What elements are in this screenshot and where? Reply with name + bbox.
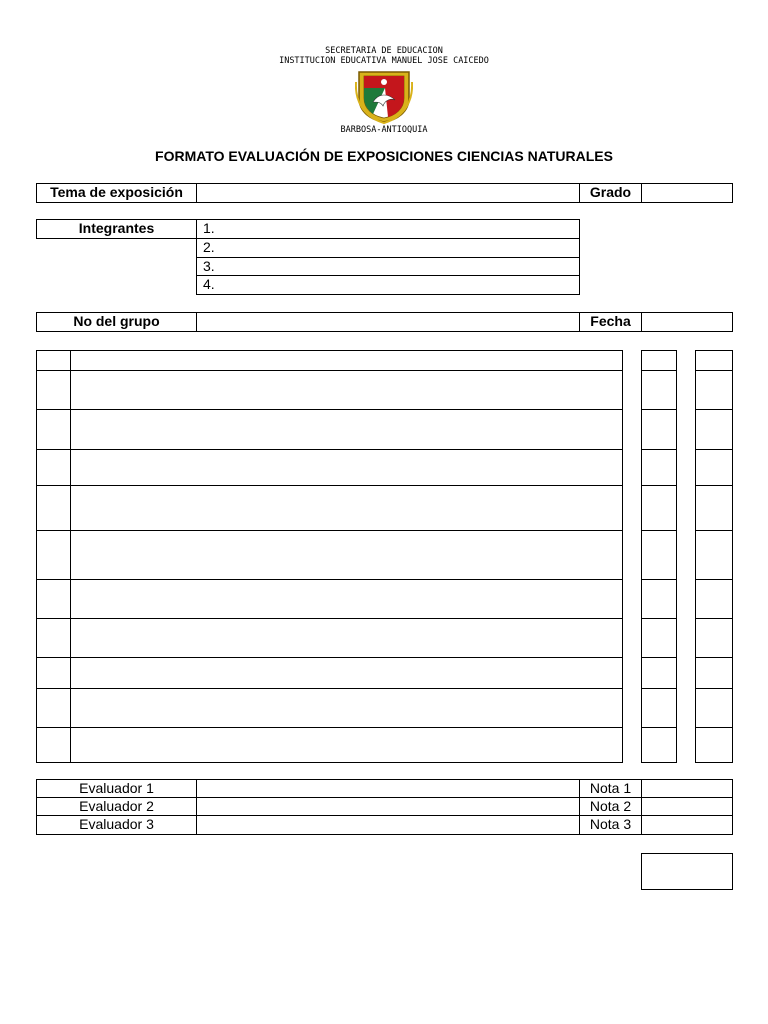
nota-2-label: Nota 2 (579, 797, 642, 816)
evaluador-3-label: Evaluador 3 (36, 815, 197, 835)
grado-field[interactable] (641, 183, 733, 203)
evaluador-2-field[interactable] (196, 797, 580, 816)
criteria-score-cell-b-row-3[interactable] (695, 409, 733, 450)
nota-2-field[interactable] (641, 797, 733, 816)
criteria-number-cell-row-1 (36, 350, 71, 371)
criteria-number-cell-row-11 (36, 727, 71, 763)
criteria-score-cell-b-row-10[interactable] (695, 688, 733, 728)
criteria-score-cell-b-row-11[interactable] (695, 727, 733, 763)
criteria-score-cell-a-row-6[interactable] (641, 530, 677, 580)
criteria-number-cell-row-5 (36, 485, 71, 531)
criteria-description-cell-row-11 (70, 727, 623, 763)
header-institucion: INSTITUCION EDUCATIVA MANUEL JOSE CAICEDO (279, 56, 489, 66)
criteria-description-cell-row-5 (70, 485, 623, 531)
grupo-label: No del grupo (36, 312, 197, 332)
evaluador-1-field[interactable] (196, 779, 580, 798)
header-secretaria: SECRETARIA DE EDUCACION (325, 46, 443, 56)
criteria-score-cell-b-row-4[interactable] (695, 449, 733, 486)
tema-field[interactable] (196, 183, 580, 203)
criteria-description-cell-row-6 (70, 530, 623, 580)
criteria-number-cell-row-6 (36, 530, 71, 580)
criteria-description-cell-row-9 (70, 657, 623, 689)
criteria-score-cell-a-row-8[interactable] (641, 618, 677, 658)
criteria-description-cell-row-1 (70, 350, 623, 371)
criteria-score-cell-a-row-4[interactable] (641, 449, 677, 486)
grupo-field[interactable] (196, 312, 580, 332)
criteria-description-cell-row-2 (70, 370, 623, 410)
criteria-number-cell-row-10 (36, 688, 71, 728)
page-title: FORMATO EVALUACIÓN DE EXPOSICIONES CIENCIAS NATURALES (155, 148, 613, 164)
integrante-field-3[interactable]: 3. (196, 257, 580, 276)
criteria-score-cell-a-row-3[interactable] (641, 409, 677, 450)
final-grade-box[interactable] (641, 853, 733, 890)
nota-3-field[interactable] (641, 815, 733, 835)
criteria-score-cell-b-row-5[interactable] (695, 485, 733, 531)
criteria-number-cell-row-8 (36, 618, 71, 658)
nota-1-field[interactable] (641, 779, 733, 798)
tema-label: Tema de exposición (36, 183, 197, 203)
evaluador-1-label: Evaluador 1 (36, 779, 197, 798)
fecha-label: Fecha (579, 312, 642, 332)
header-location: BARBOSA-ANTIOQUIA (340, 125, 428, 135)
integrante-field-1[interactable]: 1. (196, 219, 580, 239)
criteria-score-cell-a-row-2[interactable] (641, 370, 677, 410)
criteria-score-cell-b-row-8[interactable] (695, 618, 733, 658)
criteria-description-cell-row-7 (70, 579, 623, 619)
integrante-field-4[interactable]: 4. (196, 275, 580, 295)
criteria-score-cell-b-row-7[interactable] (695, 579, 733, 619)
criteria-number-cell-row-9 (36, 657, 71, 689)
school-crest-logo (355, 68, 413, 124)
nota-3-label: Nota 3 (579, 815, 642, 835)
criteria-score-cell-a-row-10[interactable] (641, 688, 677, 728)
criteria-number-cell-row-2 (36, 370, 71, 410)
criteria-score-cell-b-row-2[interactable] (695, 370, 733, 410)
criteria-score-cell-b-row-9[interactable] (695, 657, 733, 689)
criteria-description-cell-row-4 (70, 449, 623, 486)
criteria-score-cell-a-row-1[interactable] (641, 350, 677, 371)
criteria-score-cell-a-row-5[interactable] (641, 485, 677, 531)
criteria-score-cell-a-row-9[interactable] (641, 657, 677, 689)
nota-1-label: Nota 1 (579, 779, 642, 798)
criteria-description-cell-row-3 (70, 409, 623, 450)
evaluador-3-field[interactable] (196, 815, 580, 835)
criteria-score-cell-b-row-6[interactable] (695, 530, 733, 580)
criteria-score-cell-a-row-11[interactable] (641, 727, 677, 763)
criteria-score-cell-a-row-7[interactable] (641, 579, 677, 619)
criteria-number-cell-row-4 (36, 449, 71, 486)
integrantes-label: Integrantes (36, 219, 197, 239)
criteria-description-cell-row-8 (70, 618, 623, 658)
criteria-number-cell-row-3 (36, 409, 71, 450)
evaluador-2-label: Evaluador 2 (36, 797, 197, 816)
integrante-field-2[interactable]: 2. (196, 238, 580, 258)
criteria-score-cell-b-row-1[interactable] (695, 350, 733, 371)
grado-label: Grado (579, 183, 642, 203)
criteria-description-cell-row-10 (70, 688, 623, 728)
fecha-field[interactable] (641, 312, 733, 332)
criteria-number-cell-row-7 (36, 579, 71, 619)
